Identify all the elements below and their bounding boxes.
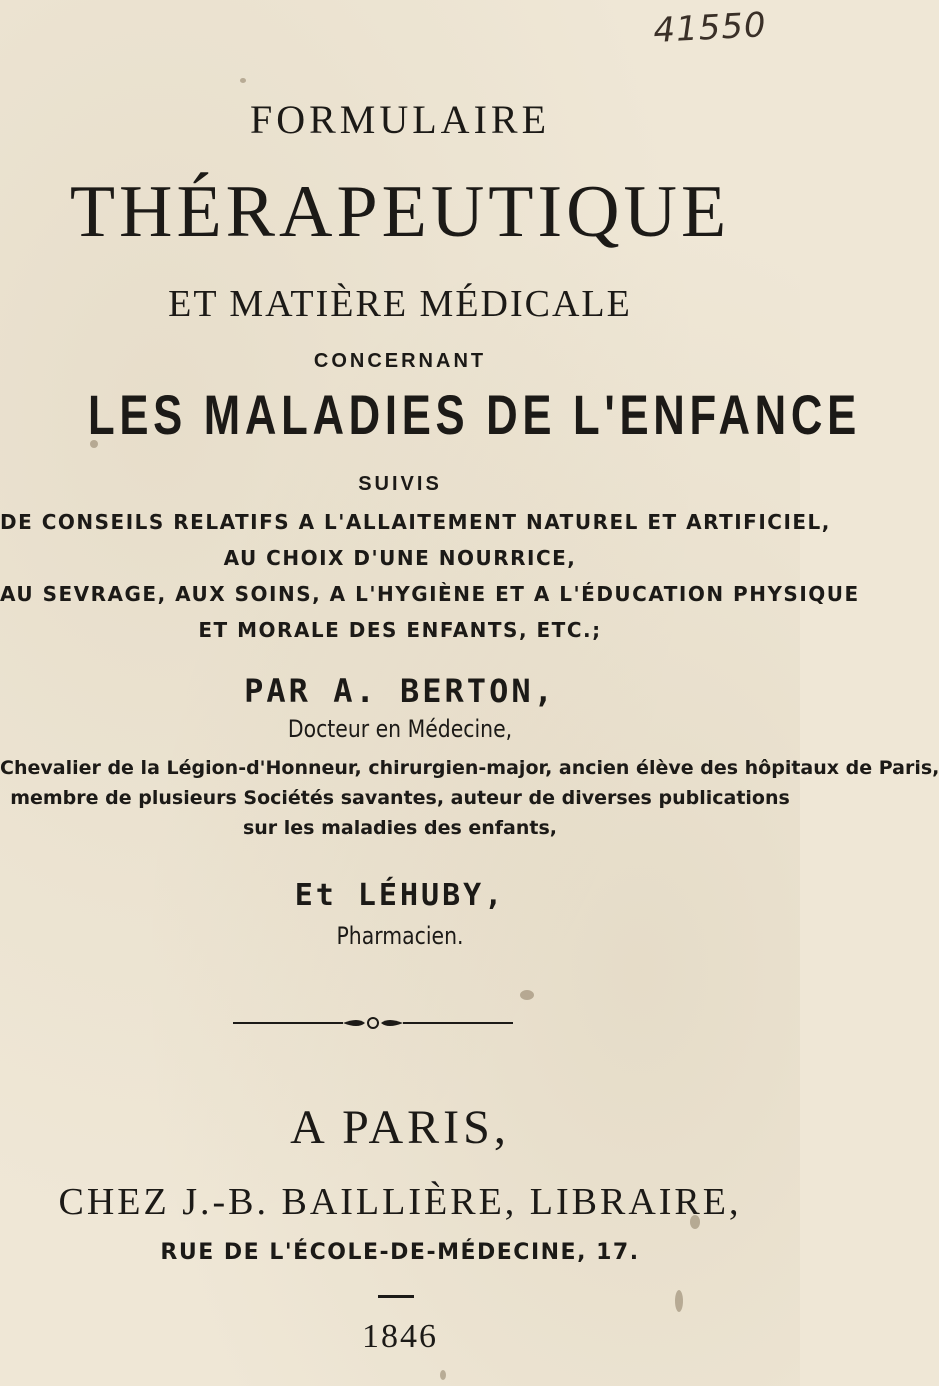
subtitle-line: DE CONSEILS RELATIFS A L'ALLAITEMENT NATUREL ET ARTIFICIEL, xyxy=(0,510,831,534)
subtitle-line: ET MORALE DES ENFANTS, ETC.; xyxy=(198,618,602,642)
author-detail: Chevalier de la Légion-d'Honneur, chirurgien-major, ancien élève des hôpitaux de Paris, xyxy=(0,757,939,779)
author-detail: sur les maladies des enfants, xyxy=(242,817,558,839)
title-maladies-enfance: LES MALADIES DE L'ENFANCE xyxy=(88,383,861,446)
foxing-spot xyxy=(90,440,98,448)
author-title: Docteur en Médecine, xyxy=(287,715,513,743)
title-suivis: SUIVIS xyxy=(358,473,442,495)
imprint-publisher: CHEZ J.-B. BAILLIÈRE, LIBRAIRE, xyxy=(58,1181,742,1223)
divider xyxy=(378,1295,414,1298)
subtitle-line: AU CHOIX D'UNE NOURRICE, xyxy=(223,546,577,570)
imprint-city: A PARIS, xyxy=(290,1101,510,1154)
foxing-spot xyxy=(690,1215,700,1229)
title-therapeutique: THÉRAPEUTIQUE xyxy=(69,171,731,253)
library-shelfmark: 41550 xyxy=(652,5,768,51)
foxing-spot xyxy=(440,1370,446,1380)
title-formulaire: FORMULAIRE xyxy=(249,97,551,142)
imprint-address: RUE DE L'ÉCOLE-DE-MÉDECINE, 17. xyxy=(160,1240,640,1265)
foxing-spot xyxy=(240,78,246,83)
imprint-year: 1846 xyxy=(362,1318,438,1355)
foxing-spot xyxy=(520,990,534,1000)
coauthor-title: Pharmacien. xyxy=(336,922,464,950)
title-matiere-medicale: ET MATIÈRE MÉDICALE xyxy=(168,283,632,325)
author-name: PAR A. BERTON, xyxy=(244,672,556,710)
title-concernant: CONCERNANT xyxy=(313,350,487,372)
author-detail: membre de plusieurs Sociétés savantes, auteur de diverses publications xyxy=(10,787,790,809)
coauthor-name: Et LÉHUBY, xyxy=(294,878,506,913)
foxing-spot xyxy=(675,1290,683,1312)
subtitle-line: AU SEVRAGE, AUX SOINS, A L'HYGIÈNE ET A L'ÉDUCATION PHYSIQUE xyxy=(0,582,860,606)
ornamental-rule xyxy=(233,1015,513,1031)
